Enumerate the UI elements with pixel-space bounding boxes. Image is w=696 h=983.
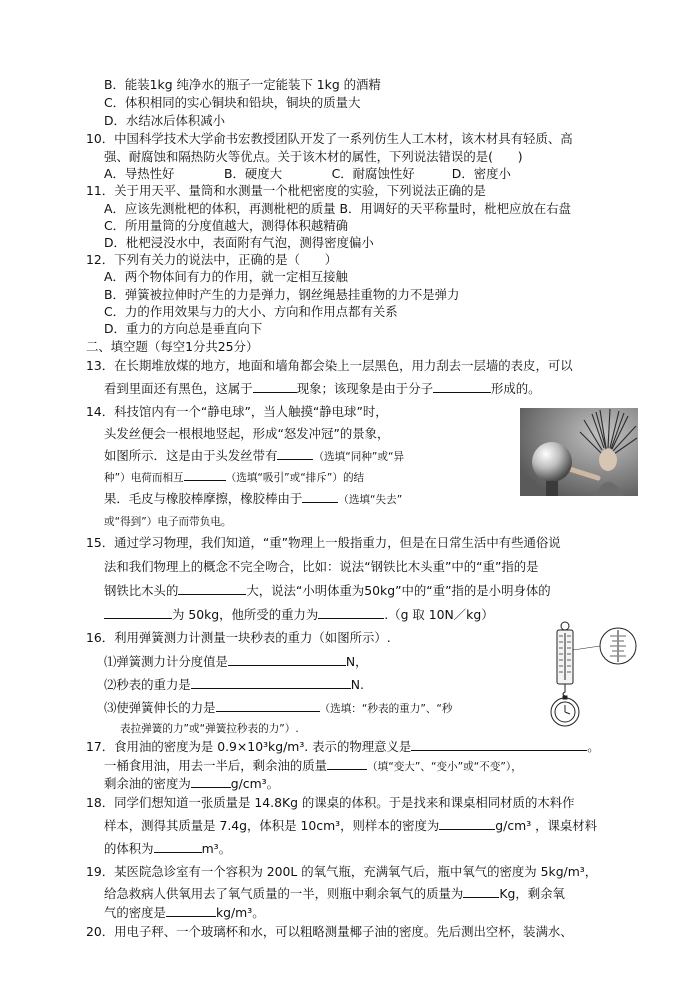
q16-unit-1: N，	[345, 654, 368, 669]
q20-line1: 20．用电子秤、一个玻璃杯和水，可以粗略测量椰子油的密度。先后测出空杯，装满水、	[86, 924, 573, 939]
q10-stem-line2: 强、耐腐蚀和隔热防火等优点。关于该木材的属性，下列说法错误的是( )	[104, 149, 523, 164]
q16-hint-3: （选填：“秒表的重力”、“秒	[319, 703, 453, 715]
q9-option-c: C．体积相同的实心铜块和铅块，铜块的质量大	[104, 95, 361, 110]
answer-blank[interactable]	[318, 606, 384, 619]
q19-text-b: Kg，剩余氧	[499, 886, 565, 901]
q16-unit-2: N.	[350, 677, 364, 692]
q19-line3	[104, 904, 265, 921]
q14-hint-a: （选填“同种”或“异	[313, 451, 405, 463]
q12-stem: 12．下列有关力的说法中，正确的是（ ）	[86, 252, 338, 267]
q11-option-d: D．枇杷浸没水中，表面附有气泡，测得密度偏小	[104, 235, 374, 250]
section-fill-blank-heading: 二、填空题（每空1分共25分）	[86, 339, 259, 354]
answer-blank[interactable]	[253, 380, 297, 393]
q17-text-e: g/cm³。	[230, 776, 280, 791]
scale-hook	[563, 684, 565, 696]
answer-blank[interactable]	[439, 817, 495, 830]
q14-line4	[104, 468, 364, 487]
q12-option-c: C．力的作用效果与力的大小、方向和作用点都有关系	[104, 304, 398, 319]
q17-line2	[104, 757, 522, 776]
q15-text-b: 大，说法“小明体重为50kg”中的“重”指的是小明身体的	[246, 583, 551, 598]
q16-stem: 16．利用弹簧测力计测量一块秒表的重力（如图所示）.	[86, 630, 391, 645]
q14-line3	[104, 447, 404, 466]
q15-text-d: .（g 取 10N／kg）	[384, 607, 494, 622]
q15-text-a: 钢铁比木头的	[104, 583, 179, 598]
q11-options-ab: A．应该先测枇杷的体积，再测枇杷的质量 B．用调好的天平称量时，枇杷应放在右盘	[104, 201, 571, 216]
q19-text-a: 给急救病人供氧用去了氧气质量的一半，则瓶中剩余氧气的质量为	[104, 886, 464, 901]
answer-blank[interactable]	[184, 468, 226, 481]
answer-blank[interactable]	[191, 676, 351, 689]
q15-line1: 15．通过学习物理，我们知道，“重”物理上一般指重力，但是在日常生活中有些通俗说	[86, 535, 561, 550]
q18-text-b: g/cm³ ，课桌材料	[495, 818, 598, 833]
q14-text-b: 种”）电荷而相互	[104, 472, 184, 484]
q18-line2	[104, 817, 597, 834]
answer-blank[interactable]	[104, 606, 172, 619]
q16-sub1	[104, 653, 368, 670]
spring-scale-figure	[540, 620, 640, 730]
answer-blank[interactable]	[302, 490, 338, 503]
answer-blank[interactable]	[411, 738, 587, 751]
q17-line3	[104, 775, 279, 792]
q16-hint-4: 表拉弹簧的力”或“弹簧拉秒表的力”）.	[120, 723, 299, 735]
q14-line6	[104, 512, 232, 531]
q17-line1	[86, 738, 600, 755]
q18-text-c: 的体积为	[104, 841, 154, 856]
q14-line1: 14．科技馆内有一个“静电球”，当人触摸“静电球”时，	[86, 404, 388, 419]
q12-option-b: B．弹簧被拉伸时产生的力是弹力，钢丝绳悬挂重物的力不是弹力	[104, 287, 460, 302]
q17-text-b: 。	[587, 739, 600, 754]
q12-option-a: A．两个物体间有力的作用，就一定相互接触	[104, 269, 348, 284]
q16-sub2	[104, 676, 364, 693]
q14-hint-c: （选填“失去”	[338, 494, 403, 506]
q17-hint: （填“变大”、“变小”或“不变”），	[367, 761, 522, 773]
q14-text-a: 如图所示．这是由于头发丝带有	[104, 448, 278, 463]
answer-blank[interactable]	[327, 757, 367, 770]
q11-stem: 11．关于用天平、量筒和水测量一个枇杷密度的实验，下列说法正确的是	[86, 183, 486, 198]
q16-sub3-cont	[120, 719, 299, 738]
answer-blank[interactable]	[433, 380, 491, 393]
q13-text-a: 看到里面还有黑色，这属于	[104, 381, 253, 396]
q16-text-2: ⑵秒表的重力是	[104, 677, 191, 692]
q16-sub3	[104, 699, 453, 718]
q9-option-d: D．水结冰后体积减小	[104, 113, 226, 128]
answer-blank[interactable]	[178, 582, 246, 595]
q13-text-c: 形成的。	[490, 381, 541, 396]
q14-hint-b: （选填“吸引”或“排斥”）的结	[225, 472, 365, 484]
q12-option-d: D．重力的方向总是垂直向下	[104, 321, 263, 336]
q19-text-d: kg/m³。	[215, 905, 265, 920]
q19-text-c: 气的密度是	[104, 905, 166, 920]
q13-text-b: 现象；该现象是由于分子	[296, 381, 433, 396]
answer-blank[interactable]	[166, 904, 216, 917]
answer-blank[interactable]	[277, 447, 313, 460]
face	[599, 449, 617, 471]
answer-blank[interactable]	[463, 885, 499, 898]
q17-text-a: 17．食用油的密度为是 0.9×10³kg/m³. 表示的物理意义是	[86, 739, 412, 754]
q10-options: A．导热性好 B．硬度大 C．耐腐蚀性好 D．密度小	[104, 166, 511, 181]
q18-text-a: 样本，测得其质量是 7.4g，体积是 10cm³，则样本的密度为	[104, 818, 440, 833]
scale-ring	[561, 622, 569, 630]
q14-text-c: 果．毛皮与橡胶棒摩擦，橡胶棒由于	[104, 491, 303, 506]
q16-text-3: ⑶使弹簧伸长的力是	[104, 700, 216, 715]
q18-line3	[104, 840, 231, 857]
answer-blank[interactable]	[216, 699, 320, 712]
answer-blank[interactable]	[191, 775, 231, 788]
q18-line1: 18．同学们想知道一张质量是 14.8Kg 的课桌的体积。于是找来和课桌相同材质的木料作	[86, 795, 575, 810]
q13-line2	[104, 380, 541, 397]
answer-blank[interactable]	[154, 840, 202, 853]
q15-line4	[104, 606, 494, 623]
answer-blank[interactable]	[228, 653, 346, 666]
q14-text-d: 或“得到”）电子而带负电。	[104, 516, 232, 528]
q19-line2	[104, 885, 565, 902]
q10-stem-line1: 10．中国科学技术大学俞书宏教授团队开发了一系列仿生人工木材，该木材具有轻质、高	[86, 131, 573, 146]
q15-line2: 法和我们物理上的概念不完全吻合，比如：说法“钢铁比木头重”中的“重”指的是	[104, 559, 539, 574]
q17-text-d: 剩余油的密度为	[104, 776, 191, 791]
q15-text-c: 为 50kg，他所受的重力为	[172, 607, 319, 622]
q14-line5	[104, 490, 402, 509]
q14-line2: 头发丝便会一根根地竖起，形成“怒发冲冠”的景象，	[104, 426, 390, 441]
q16-text-1: ⑴弹簧测力计分度值是	[104, 654, 228, 669]
q18-text-d: m³。	[201, 841, 231, 856]
static-ball	[532, 442, 572, 482]
static-ball-photo	[520, 408, 638, 496]
q13-line1: 13．在长期堆放煤的地方，地面和墙角都会染上一层黑色，用力刮去一层墙的表皮，可以	[86, 358, 573, 373]
q9-option-b: B．能装1kg 纯净水的瓶子一定能装下 1kg 的酒精	[104, 77, 381, 92]
q11-option-c: C．所用量筒的分度值越大，测得体积越精确	[104, 218, 349, 233]
q17-text-c: 一桶食用油，用去一半后，剩余油的质量	[104, 758, 328, 773]
q19-line1: 19．某医院急诊室有一个容积为 200L 的氧气瓶，充满氧气后，瓶中氧气的密度为 5kg/m³，	[86, 864, 598, 879]
q15-line3	[104, 582, 551, 599]
